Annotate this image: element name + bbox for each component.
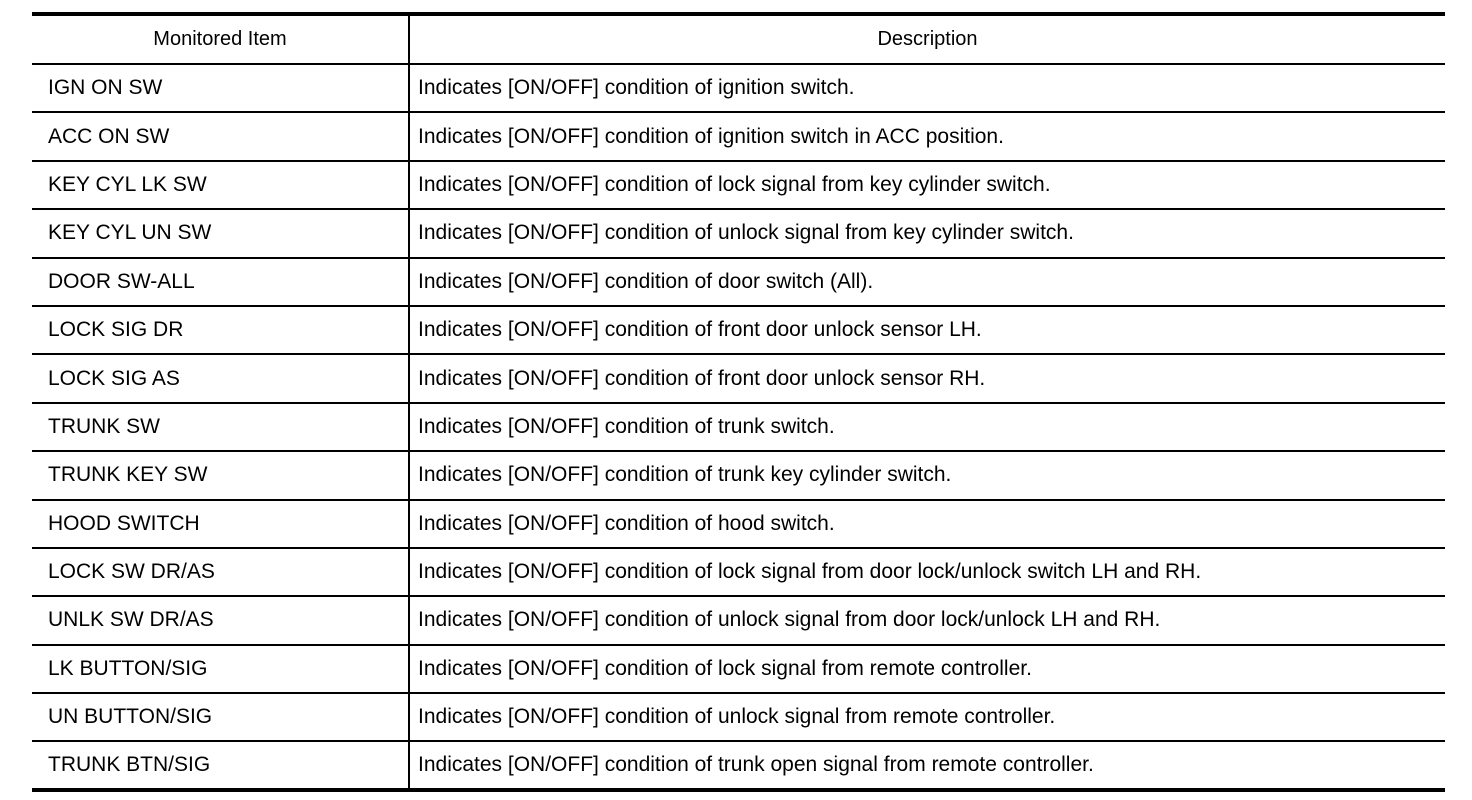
monitor-item-table-container: [32, 12, 1445, 792]
description-cell: Indicates [ON/OFF] condition of unlock signal from key cylinder switch.: [409, 209, 1445, 257]
description-cell: Indicates [ON/OFF] condition of unlock signal from remote controller.: [409, 693, 1445, 741]
table-row: [32, 354, 1445, 402]
monitored-item-cell: TRUNK SW: [32, 403, 409, 451]
monitored-item-cell: UN BUTTON/SIG: [32, 693, 409, 741]
monitored-item-cell: LOCK SW DR/AS: [32, 548, 409, 596]
table-row: [32, 64, 1445, 112]
monitored-item-cell: HOOD SWITCH: [32, 500, 409, 548]
description-cell: Indicates [ON/OFF] condition of front door unlock sensor RH.: [409, 354, 1445, 402]
table-row: [32, 161, 1445, 209]
header-monitored-item: Monitored Item: [32, 14, 409, 64]
monitor-item-table: [32, 12, 1445, 792]
table-body: [32, 64, 1445, 790]
header-description: Description: [409, 14, 1445, 64]
header-row: [32, 14, 1445, 64]
table-row: [32, 451, 1445, 499]
table-row: [32, 548, 1445, 596]
description-cell: Indicates [ON/OFF] condition of front door unlock sensor LH.: [409, 306, 1445, 354]
monitored-item-cell: LOCK SIG DR: [32, 306, 409, 354]
table-row: [32, 741, 1445, 789]
table-header: [32, 14, 1445, 64]
description-cell: Indicates [ON/OFF] condition of trunk open signal from remote controller.: [409, 741, 1445, 789]
monitored-item-cell: UNLK SW DR/AS: [32, 596, 409, 644]
monitored-item-cell: KEY CYL UN SW: [32, 209, 409, 257]
monitored-item-cell: IGN ON SW: [32, 64, 409, 112]
table-row: [32, 209, 1445, 257]
description-cell: Indicates [ON/OFF] condition of lock signal from remote controller.: [409, 645, 1445, 693]
monitored-item-cell: TRUNK KEY SW: [32, 451, 409, 499]
monitored-item-cell: LOCK SIG AS: [32, 354, 409, 402]
monitored-item-cell: ACC ON SW: [32, 112, 409, 160]
description-cell: Indicates [ON/OFF] condition of ignition switch in ACC position.: [409, 112, 1445, 160]
table-row: [32, 693, 1445, 741]
monitored-item-cell: TRUNK BTN/SIG: [32, 741, 409, 789]
description-cell: Indicates [ON/OFF] condition of trunk key cylinder switch.: [409, 451, 1445, 499]
table-row: [32, 403, 1445, 451]
table-row: [32, 645, 1445, 693]
table-row: [32, 258, 1445, 306]
description-cell: Indicates [ON/OFF] condition of door switch (All).: [409, 258, 1445, 306]
description-cell: Indicates [ON/OFF] condition of hood switch.: [409, 500, 1445, 548]
description-cell: Indicates [ON/OFF] condition of lock signal from door lock/unlock switch LH and RH.: [409, 548, 1445, 596]
table-row: [32, 112, 1445, 160]
monitored-item-cell: LK BUTTON/SIG: [32, 645, 409, 693]
description-cell: Indicates [ON/OFF] condition of unlock signal from door lock/unlock LH and RH.: [409, 596, 1445, 644]
description-cell: Indicates [ON/OFF] condition of lock signal from key cylinder switch.: [409, 161, 1445, 209]
description-cell: Indicates [ON/OFF] condition of trunk switch.: [409, 403, 1445, 451]
monitored-item-cell: KEY CYL LK SW: [32, 161, 409, 209]
table-row: [32, 500, 1445, 548]
table-row: [32, 306, 1445, 354]
monitored-item-cell: DOOR SW-ALL: [32, 258, 409, 306]
description-cell: Indicates [ON/OFF] condition of ignition switch.: [409, 64, 1445, 112]
table-row: [32, 596, 1445, 644]
